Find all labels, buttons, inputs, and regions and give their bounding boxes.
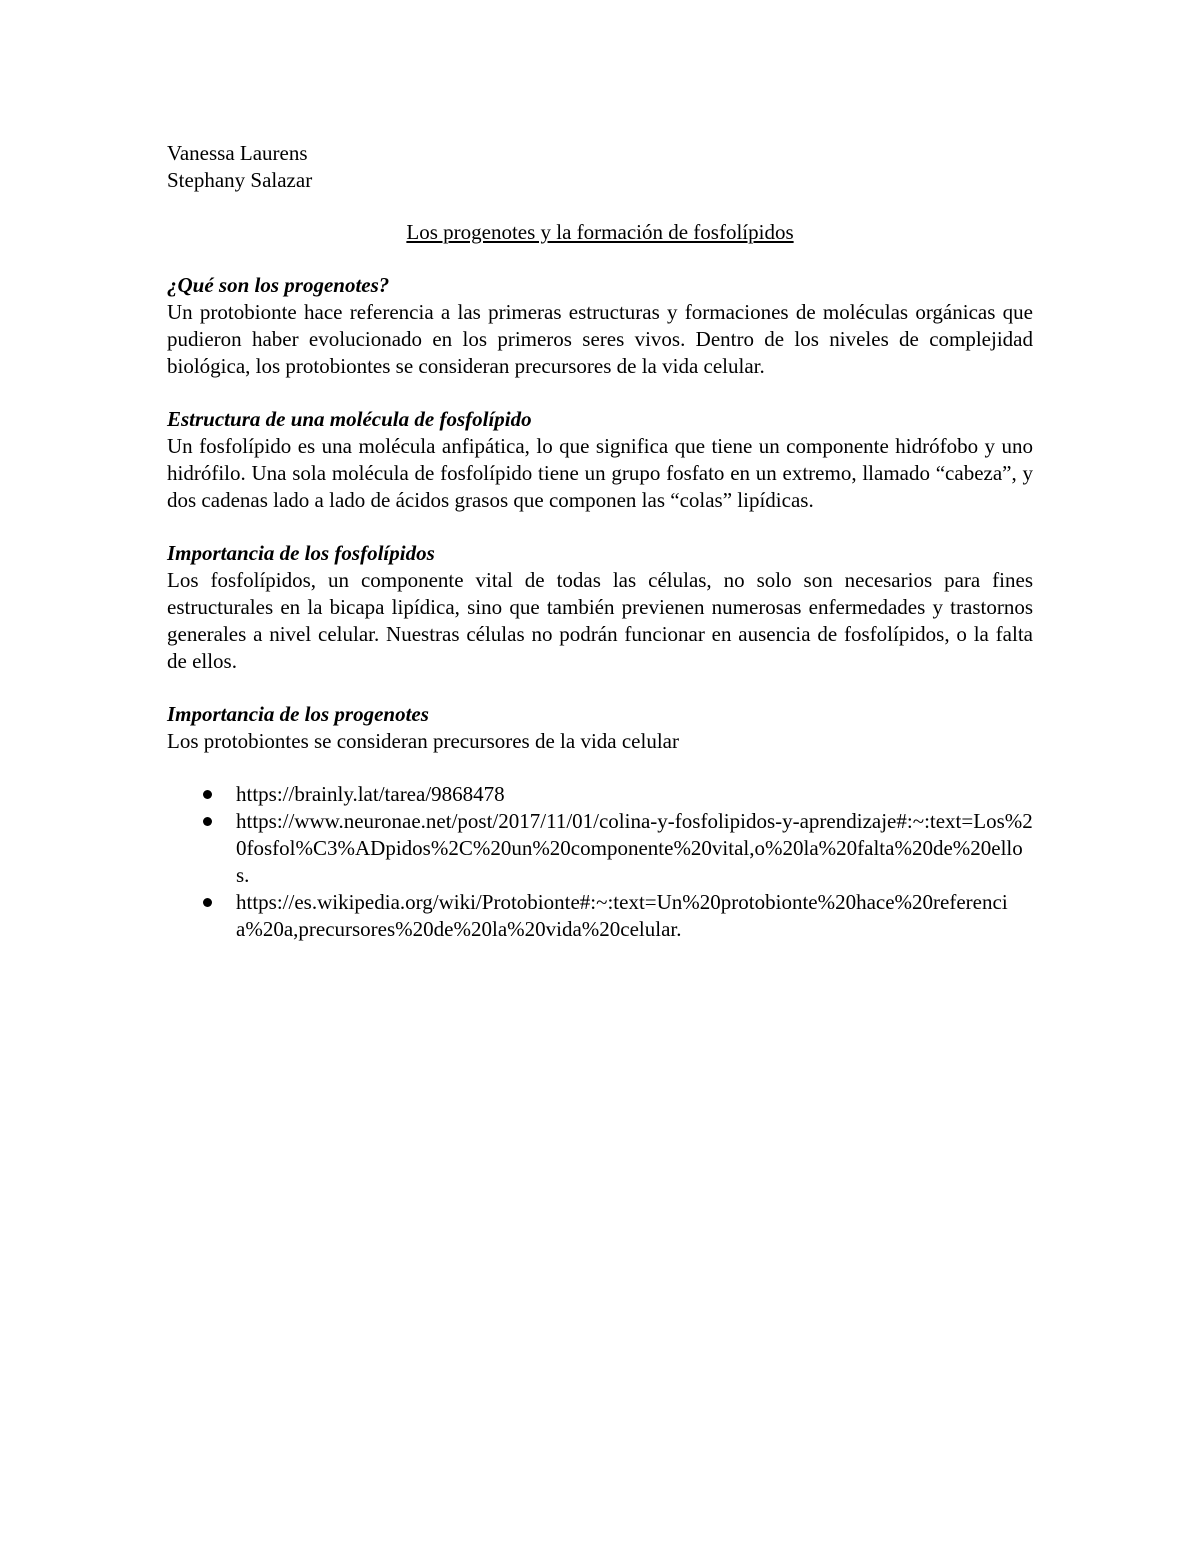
reference-link[interactable]: https://www.neuronae.net/post/2017/11/01/colina-y-fosfolipidos-y-aprendizaje#:~:text=Los%20fosfol%C3%ADpidos%2C%20un%20componente%20vital,o%20la%20falta%20de%20ellos. <box>236 809 1033 887</box>
reference-list <box>167 781 1033 943</box>
reference-link[interactable]: https://brainly.lat/tarea/9868478 <box>236 782 505 806</box>
reference-item <box>167 808 1033 889</box>
section-heading: Importancia de los fosfolípidos <box>167 541 435 565</box>
section-paragraph: Un protobionte hace referencia a las primeras estructuras y formaciones de moléculas orgánicas que pudieron haber evolucionado en los primeros seres vivos. Dentro de los niveles de complejidad biológica, los protobiontes se consideran precursores de la vida celular. <box>167 300 1033 378</box>
reference-item <box>167 889 1033 943</box>
section-importancia-progenotes <box>167 701 1033 755</box>
section-estructura-fosfolipido <box>167 406 1033 514</box>
section-heading: Estructura de una molécula de fosfolípido <box>167 407 532 431</box>
section-heading: Importancia de los progenotes <box>167 702 429 726</box>
section-heading: ¿Qué son los progenotes? <box>167 273 390 297</box>
section-paragraph: Los fosfolípidos, un componente vital de todas las células, no solo son necesarios para fines estructurales en la bicapa lipídica, sino que también previenen numerosas enfermedades y trastornos generales a nivel celular. Nuestras células no podrán funcionar en ausencia de fosfolípidos, o la falta de ellos. <box>167 568 1033 673</box>
section-que-son-progenotes <box>167 272 1033 380</box>
bullet-icon <box>203 790 212 799</box>
author-name-2: Stephany Salazar <box>167 168 313 192</box>
reference-link[interactable]: https://es.wikipedia.org/wiki/Protobionte#:~:text=Un%20protobionte%20hace%20referencia%20a,precursores%20de%20la%20vida%20celular. <box>236 890 1008 941</box>
reference-item <box>167 781 1033 808</box>
author-name-1: Vanessa Laurens <box>167 141 308 165</box>
section-paragraph: Un fosfolípido es una molécula anfipática, lo que significa que tiene un componente hidrófobo y uno hidrófilo. Una sola molécula de fosfolípido tiene un grupo fosfato en un extremo, llamado “cabeza”, y dos cadenas lado a lado de ácidos grasos que componen las “colas” lipídicas. <box>167 434 1033 512</box>
document-page <box>167 140 1033 943</box>
section-paragraph: Los protobiontes se consideran precursores de la vida celular <box>167 729 679 753</box>
document-title: Los progenotes y la formación de fosfolípidos <box>406 220 794 244</box>
bullet-icon <box>203 817 212 826</box>
bullet-icon <box>203 898 212 907</box>
section-importancia-fosfolipidos <box>167 540 1033 675</box>
